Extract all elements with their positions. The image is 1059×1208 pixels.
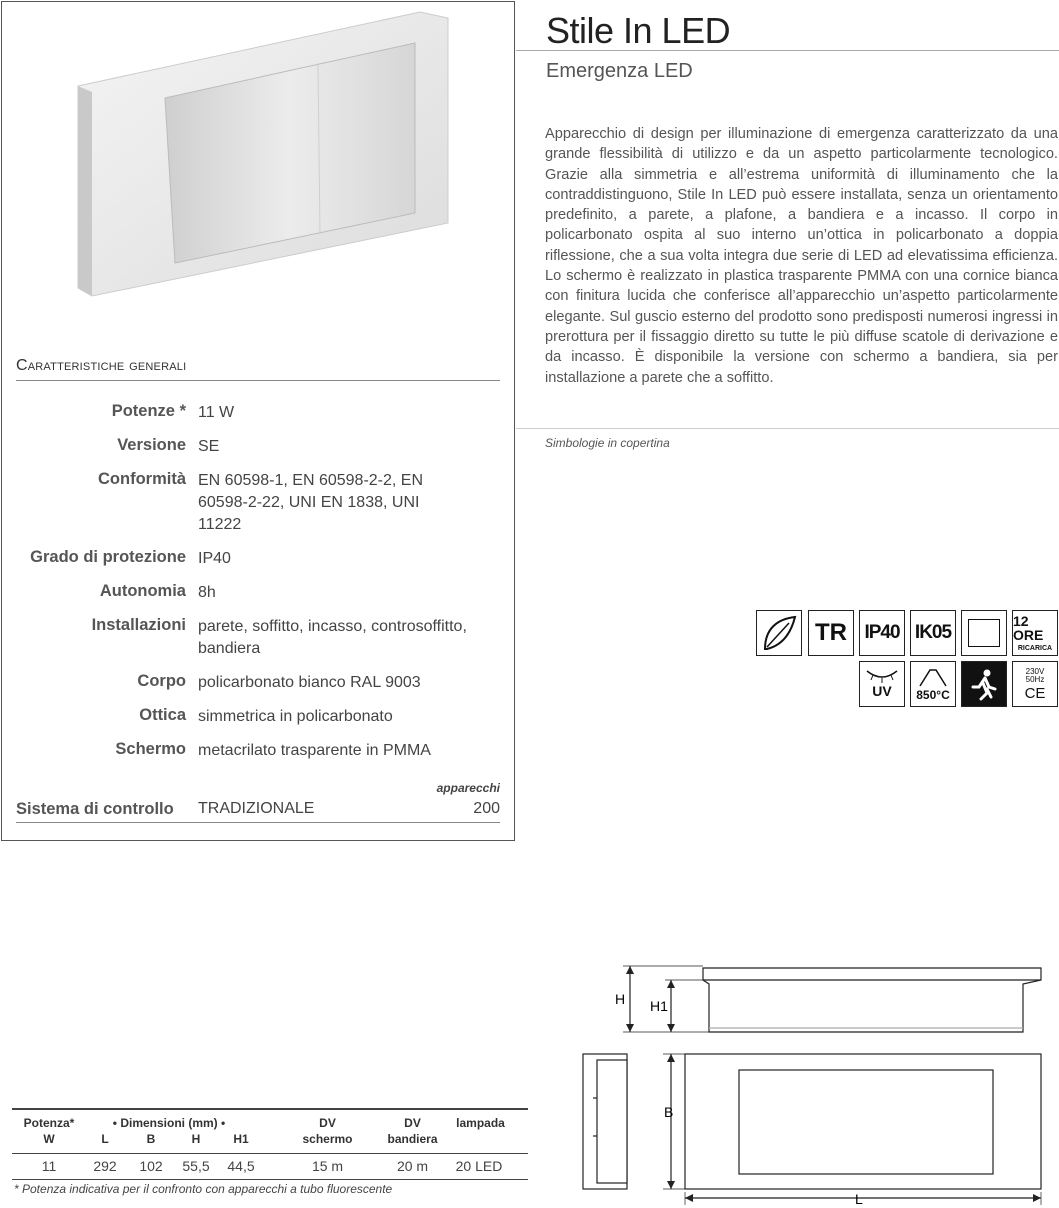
divider <box>516 50 1059 51</box>
running-man-icon <box>961 661 1007 707</box>
spec-value: 11 W <box>198 404 235 421</box>
control-label: Sistema di controllo <box>16 800 174 818</box>
divider <box>16 380 500 381</box>
spec-value: simmetrica in policarbonato <box>198 708 393 725</box>
divider <box>516 428 1059 429</box>
dim-h-label: H <box>615 991 626 1007</box>
spec-label: Versione <box>117 436 186 454</box>
ip40-icon: IP40 <box>859 610 905 656</box>
table-rule <box>12 1179 528 1180</box>
recharge-icon <box>1012 610 1058 656</box>
spec-label: Autonomia <box>99 582 186 600</box>
th-bandiera: bandiera <box>387 1132 438 1146</box>
td-lampada: 20 LED <box>455 1158 503 1174</box>
th-h: H <box>191 1132 201 1146</box>
table-footnote: * Potenza indicativa per il confronto con apparecchi a tubo fluorescente <box>14 1182 393 1196</box>
spec-value: metacrilato trasparente in PMMA <box>198 742 431 759</box>
table-rule <box>12 1153 528 1154</box>
th-dv: DV <box>319 1116 336 1130</box>
spec-label: Installazioni <box>91 616 186 634</box>
dim-b-label: B <box>664 1104 674 1120</box>
spec-label: Grado di protezione <box>30 548 186 566</box>
voltage-label: 230V <box>1025 666 1045 676</box>
spec-value: policarbonato bianco RAL 9003 <box>198 674 421 691</box>
td-l: 292 <box>93 1158 117 1174</box>
th-w: W <box>43 1132 55 1146</box>
dim-h1-label: H1 <box>650 998 668 1014</box>
td-dv-bandiera: 20 m <box>396 1158 429 1174</box>
th-dimensioni: • Dimensioni (mm) • <box>112 1116 226 1130</box>
recharge-hours: 12 ORE <box>1013 613 1044 643</box>
spec-value: SE <box>198 438 220 455</box>
spec-label: Schermo <box>115 740 186 758</box>
product-subtitle: Emergenza LED <box>546 60 693 82</box>
spec-label: Corpo <box>137 672 186 690</box>
spec-value: 8h <box>198 584 216 601</box>
control-value: TRADIZIONALE <box>198 800 315 817</box>
td-w: 11 <box>41 1158 57 1174</box>
th-h1: H1 <box>233 1132 249 1146</box>
ce-mark: CE <box>1024 684 1046 702</box>
glow-wire-label: 850°C <box>916 688 950 702</box>
spec-label: Potenze * <box>111 402 186 420</box>
tr-icon: TR <box>808 610 854 656</box>
glow-wire-icon <box>910 661 956 707</box>
frequency-label: 50Hz <box>1025 674 1045 684</box>
technical-drawing <box>575 960 1055 1205</box>
recharge-label: RICARICA <box>1017 645 1053 652</box>
spec-label: Ottica <box>139 706 186 724</box>
th-dv2: DV <box>404 1116 421 1130</box>
product-description: Apparecchio di design per illuminazione di emergenza caratterizzato da una grande flessibilità di utilizzo e da un aspetto particolarmente tecnologico. Grazie alla simmetria e all’estrema uniformità di illuminamento che la contraddistinguono, Stile In LED può essere installata, senza un orientamento predefinito, a parete, a plafone, a bandiera e a incasso. Il corpo in policarbonato ospita al suo interno un’ottica in policarbonato a doppia riflessione, che a sua volta integra due serie di LED ad elevatissima efficienza. Lo schermo è realizzato in plastica trasparente PMMA con una cornice bianca con finitura lucida che conferisce all’apparecchio un’aspetto particolarmente elegante. Sul guscio esterno del prodotto sono predisposti numerosi ingressi in prerottura per il fissaggio diretto su tutte le più diffuse scatole di derivazione e da incasso. È disponibile la versione con schermo a bandiera, sia per installazione a parete che a soffitto. <box>545 126 1058 386</box>
spec-value: IP40 <box>198 550 231 567</box>
uv-label: UV <box>872 683 892 699</box>
th-b: B <box>146 1132 156 1146</box>
square-icon <box>961 610 1007 656</box>
ik05-icon: IK05 <box>910 610 956 656</box>
th-lampada: lampada <box>456 1116 505 1130</box>
spec-label: Conformità <box>98 470 186 488</box>
product-title: Stile In LED <box>546 10 731 51</box>
td-b: 102 <box>139 1158 163 1174</box>
th-schermo: schermo <box>302 1132 353 1146</box>
control-column-header: apparecchi <box>436 781 500 795</box>
th-potenza: Potenza* <box>23 1116 75 1130</box>
td-dv-schermo: 15 m <box>311 1158 344 1174</box>
uv-icon <box>859 661 905 707</box>
td-h1: 44,5 <box>227 1158 255 1174</box>
product-photo <box>70 8 450 303</box>
control-count: 200 <box>473 800 500 817</box>
voltage-ce-icon <box>1012 661 1058 707</box>
td-h: 55,5 <box>182 1158 210 1174</box>
leaf-icon <box>756 610 802 656</box>
divider <box>16 822 500 823</box>
symbols-note: Simbologie in copertina <box>545 436 670 450</box>
spec-value: EN 60598-1, EN 60598-2-2, EN 60598-2-22, UNI EN 1838, UNI 11222 <box>198 472 424 533</box>
th-l: L <box>101 1132 109 1146</box>
table-rule <box>12 1108 528 1110</box>
dim-l-label: L <box>855 1191 863 1205</box>
section-title: Caratteristiche generali <box>16 357 187 374</box>
spec-value: parete, soffitto, incasso, controsoffitto, bandiera <box>198 618 467 657</box>
